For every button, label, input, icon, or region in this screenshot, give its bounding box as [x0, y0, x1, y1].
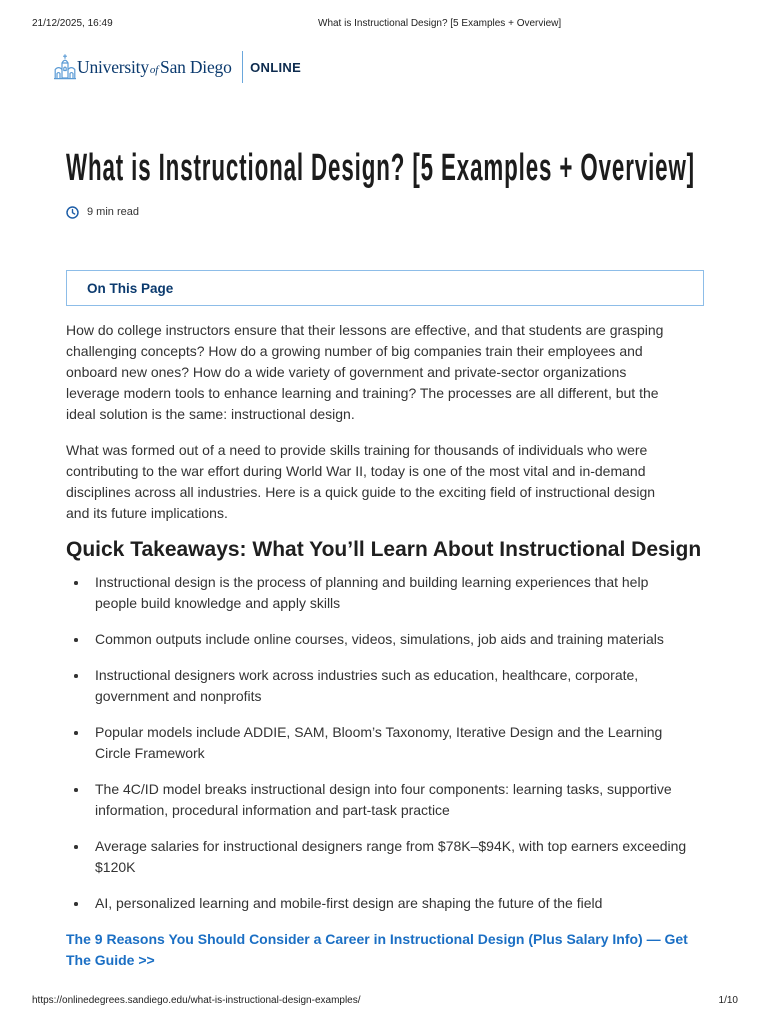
read-time-text: 9 min read	[87, 206, 139, 218]
paragraph-line: and its future implications.	[66, 505, 228, 521]
intro-paragraph	[66, 320, 706, 425]
logo-divider	[242, 51, 244, 83]
logo-of: of	[149, 63, 159, 76]
takeaway-line: people build knowledge and apply skills	[95, 595, 341, 611]
takeaway-item	[66, 893, 706, 914]
print-url: https://onlinedegrees.sandiego.edu/what-is-instructional-design-examples/	[32, 995, 361, 1006]
takeaways-list	[66, 572, 706, 914]
print-datetime: 21/12/2025, 16:49	[32, 18, 113, 29]
career-guide-link[interactable]	[66, 929, 706, 971]
cta-link-line: The 9 Reasons You Should Consider a Career in Instructional Design (Plus Salary Info) — Get	[66, 931, 688, 947]
logo-online-label: ONLINE	[250, 59, 302, 75]
logo-university: University	[77, 56, 149, 77]
bullet-dot	[74, 788, 78, 792]
bullet-dot	[74, 581, 78, 585]
paragraph-line: onboard new ones? How do a wide variety of government and private-sector organizations	[66, 364, 627, 380]
on-this-page-label: On This Page	[87, 280, 174, 296]
logo-san-diego: San Diego	[160, 56, 232, 77]
page-title: What is Instructional Design? [5 Examples + Overview]	[66, 147, 695, 189]
paragraph-line: ideal solution is the same: instructional design.	[66, 406, 355, 422]
paragraph-line: leverage modern tools to enhance learning and training? The processes are all different, but the	[66, 385, 659, 401]
paragraph-line: challenging concepts? How do a growing number of big companies train their employees and	[66, 343, 643, 359]
takeaway-item	[66, 836, 706, 878]
takeaway-line: Average salaries for instructional designers range from $78K–$94K, with top earners exceeding	[95, 838, 687, 854]
takeaway-line: $120K	[95, 859, 136, 875]
print-page-number: 1/10	[718, 995, 738, 1006]
on-this-page-toggle[interactable]	[66, 270, 704, 306]
paragraph-line: How do college instructors ensure that their lessons are effective, and that students are grasping	[66, 322, 664, 338]
takeaway-item	[66, 722, 706, 764]
takeaways-heading: Quick Takeaways: What You’ll Learn About Instructional Design	[66, 538, 702, 561]
takeaway-item	[66, 629, 706, 650]
takeaway-line: AI, personalized learning and mobile-first design are shaping the future of the field	[95, 895, 603, 911]
takeaway-line: Popular models include ADDIE, SAM, Bloom’s Taxonomy, Iterative Design and the Learning	[95, 724, 663, 740]
bullet-dot	[74, 845, 78, 849]
bullet-dot	[74, 638, 78, 642]
paragraph-line: disciplines across all industries. Here is a quick guide to the exciting field of instructional design	[66, 484, 656, 500]
site-logo[interactable]	[54, 51, 301, 83]
takeaway-item	[66, 665, 706, 707]
takeaway-item	[66, 572, 706, 614]
paragraph-line: contributing to the war effort during World War II, today is one of the most vital and in-demand	[66, 463, 646, 479]
takeaway-line: Instructional designers work across industries such as education, healthcare, corporate,	[95, 667, 639, 683]
takeaway-line: information, procedural information and part-task practice	[95, 802, 450, 818]
takeaway-line: government and nonprofits	[95, 688, 262, 704]
article-body	[66, 320, 706, 971]
print-page-title: What is Instructional Design? [5 Examples + Overview]	[318, 18, 562, 29]
read-time	[66, 205, 139, 219]
mission-building-icon	[54, 54, 76, 80]
takeaway-line: Instructional design is the process of planning and building learning experiences that help	[95, 574, 649, 590]
history-paragraph	[66, 440, 706, 524]
takeaway-line: Circle Framework	[95, 745, 205, 761]
paragraph-line: What was formed out of a need to provide skills training for thousands of individuals who were	[66, 442, 648, 458]
bullet-dot	[74, 902, 78, 906]
bullet-dot	[74, 674, 78, 678]
takeaway-line: The 4C/ID model breaks instructional design into four components: learning tasks, supportive	[95, 781, 672, 797]
logo-wordmark	[77, 57, 232, 78]
clock-icon	[66, 206, 79, 219]
takeaway-line: Common outputs include online courses, videos, simulations, job aids and training materials	[95, 631, 664, 647]
takeaway-item	[66, 779, 706, 821]
bullet-dot	[74, 731, 78, 735]
cta-link-line: The Guide >>	[66, 952, 155, 968]
